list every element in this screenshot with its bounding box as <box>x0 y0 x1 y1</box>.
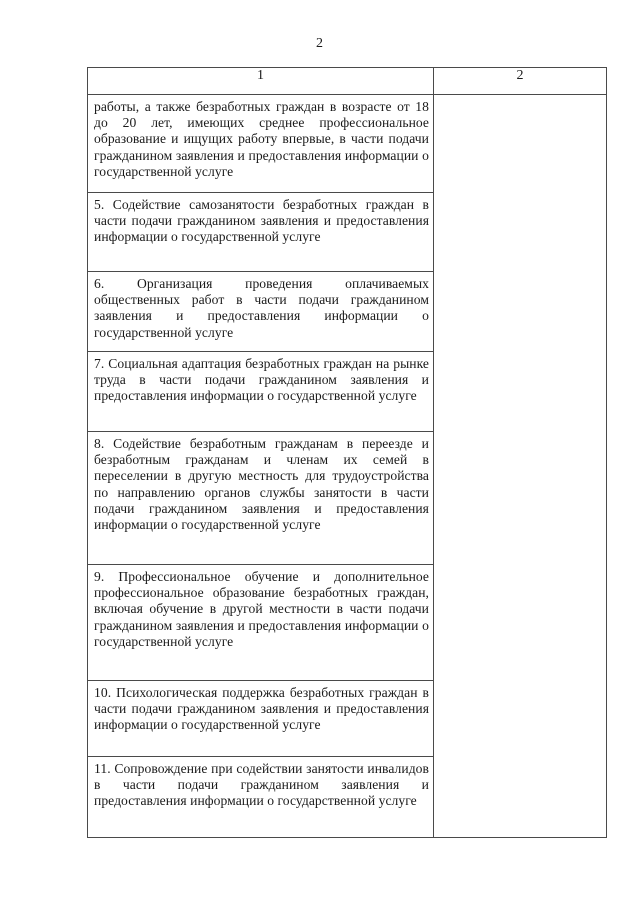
table-header-row <box>88 68 607 95</box>
service-cell <box>88 565 434 681</box>
service-description: 11. Сопровождение при содействии занятости инвалидов в части подачи гражданином заявления и предоставления информации о государственной услуге <box>94 761 429 809</box>
service-description: 6. Организация проведения оплачиваемых общественных работ в части подачи гражданином заявления и предоставления информации о государственной услуге <box>94 276 429 340</box>
service-description: 10. Психологическая поддержка безработных граждан в части подачи гражданином заявления и предоставления информации о государственной услуге <box>94 685 429 733</box>
service-cell <box>88 681 434 757</box>
service-cell <box>88 95 434 193</box>
table-row <box>88 95 607 193</box>
service-description: работы, а также безработных граждан в возрасте от 18 до 20 лет, имеющих среднее профессиональное образование и ищущих работу впервые, в части подачи гражданином заявления и предоставления информации о государственной услуге <box>94 99 429 179</box>
service-cell <box>88 352 434 432</box>
service-cell <box>88 432 434 565</box>
empty-column-2-cell <box>434 95 607 838</box>
service-cell <box>88 272 434 352</box>
service-description: 9. Профессиональное обучение и дополнительное профессиональное образование безработных граждан, включая обучение в другой местности в части подачи гражданином заявления и предоставления информации о государственной услуге <box>94 569 429 649</box>
service-description: 5. Содействие самозанятости безработных граждан в части подачи гражданином заявления и предоставления информации о государственной услуге <box>94 197 429 245</box>
services-table <box>87 67 607 838</box>
service-cell <box>88 193 434 272</box>
column-header-2: 2 <box>434 68 607 95</box>
service-cell <box>88 757 434 838</box>
column-header-1: 1 <box>88 68 434 95</box>
page-number: 2 <box>316 36 323 51</box>
service-description: 7. Социальная адаптация безработных граждан на рынке труда в части подачи гражданином заявления и предоставления информации о государственной услуге <box>94 356 429 404</box>
service-description: 8. Содействие безработным гражданам в переезде и безработным гражданам и членам их семей в переселении в другую местность для трудоустройства по направлению органов службы занятости в части подачи гражданином заявления и предоставления информации о государственной услуге <box>94 436 429 533</box>
